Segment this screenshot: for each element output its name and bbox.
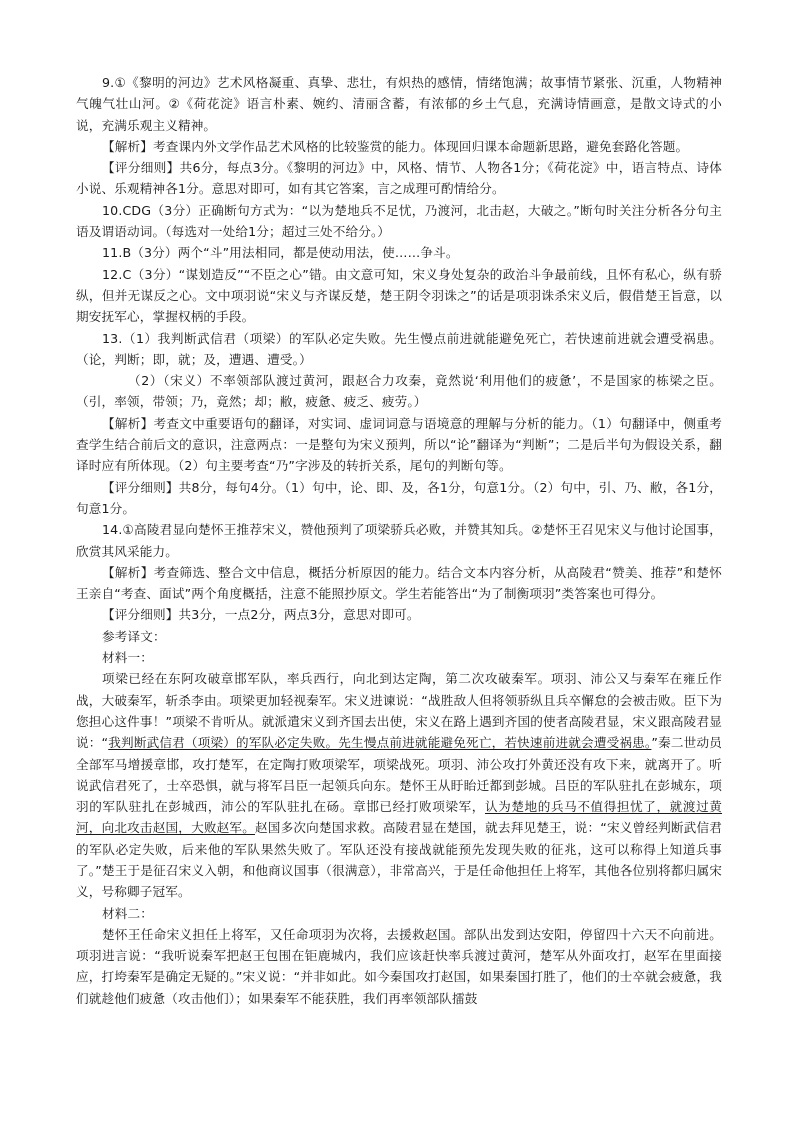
material1-underlined-sentence-2: 认为楚地的兵马不值得担忧了，就渡过黄河，向北攻击赵国，大败赵军。 [76,799,723,836]
material1-text-b: ”秦二世动员全部军马增援章邯，攻打楚军，在定陶打败项梁军，项梁战死。项羽、沛公攻打外黄还没有攻下来，就离开了。听说武信君死了，士卒恐惧，就与将军吕臣一起领兵向东。楚怀王从盱眙迁都到彭城。吕臣的军队驻扎在彭城东，项羽的军队驻扎在彭城西，沛公的军队驻扎在砀。章邯已经打败项梁军， [76,735,722,815]
q9-rubric: 【评分细则】共6分，每点3分。《黎明的河边》中，风格、情节、人物各1分；《荷花淀》中，语言特点、诗体小说、乐观精神各1分。意思对即可，如有其它答案，言之成理可酌情给分。 [76,160,722,197]
material1-label: 材料一： [102,650,153,666]
q14-answer: 14.①高陵君显向楚怀王推荐宋义，赞他预判了项梁骄兵必败，并赞其知兵。②楚怀王召见宋义与他讨论国事，欣赏其风采能力。 [76,522,722,559]
q13-analysis: 【解析】考查文中重要语句的翻译，对实词、虚词词意与语境意的理解与分析的能力。（1）句翻译中，侧重考查学生结合前后文的意识，注意两点：一是整句为宋义预判，所以“论”翻译为“判断”；二是后半句为假设关系，翻译时应有所体现。（2）句主要考查“乃”字涉及的转折关系，尾句的判断句等。 [76,415,722,474]
material1-text-a: 项梁已经在东阿攻破章邯军队，率兵西行，向北到达定陶，第二次攻破秦军。项羽、沛公又与秦军在雍丘作战，大破秦军，斩杀李由。项梁更加轻视秦军。宋义进谏说：“战胜敌人但将领骄纵且兵卒懈怠的会被击败。臣下为您担心这件事！”项梁不肯听从。就派遣宋义到齐国去出使，宋义在路上遇到齐国的使者高陵君显，宋义跟高陵君显说：“ [76,671,722,751]
page-content [76,72,722,1009]
q12-answer: 12.C（3分）“谋划造反”“不臣之心”错。由文意可知，宋义身处复杂的政治斗争最前线，且怀有私心，纵有骄纵，但并无谋反之心。文中项羽说“宋义与齐谋反楚，楚王阴令羽诛之”的话是项羽诛杀宋义后，假借楚王旨意，以期安抚军心，掌握权柄的手段。 [76,266,722,325]
translation-heading: 参考译文： [102,628,166,644]
material1-translation [76,668,722,902]
q11-answer: 11.B（3分）两个“斗”用法相同，都是使动用法，使……争斗。 [102,245,459,261]
q10-answer: 10.CDG（3分）正确断句方式为：“以为楚地兵不足忧，乃渡河，北击赵，大破之。”断句时关注分析各分句主语及谓语动词。（每选对一处给1分；超过三处不给分。） [76,202,722,240]
q13-answer-part1: 13.（1）我判断武信君（项梁）的军队必定失败。先生慢点前进就能避免死亡，若快速前进就会遭受祸患。（论，判断；即，就；及，遭遇、遭受。） [76,330,722,367]
material1-underlined-sentence-1: 我判断武信君（项梁）的军队必定失败。先生慢点前进就能避免死亡，若快速前进就会遭受祸患。 [108,735,652,751]
material1-text-c: 赵国多次向楚国求救。高陵君显在楚国，就去拜见楚王，说：“宋义曾经判断武信君的军队必定失败，后来他的军队果然失败了。军队还没有接战就能预先发现失败的征兆，这可以称得上知道兵事了。”楚王于是征召宋义入朝，和他商议国事（很满意），非常高兴，于是任命他担任上将军，其他各位别将都归属宋义，号称卿子冠军。 [76,820,722,900]
q13-rubric: 【评分细则】共8分，每句4分。（1）句中，论、即、及，各1分，句意1分。（2）句中，引、乃、敝，各1分，句意1分。 [76,479,722,516]
q14-analysis: 【解析】考查筛选、整合文中信息，概括分析原因的能力。结合文本内容分析，从高陵君“赞美、推荐”和楚怀王亲自“考查、面试”两个角度概括，注意不能照抄原文。学生若能答出“为了制衡项羽”类答案也可得分。 [76,564,722,602]
material2-label: 材料二： [102,905,153,921]
q9-analysis: 【解析】考查课内外文学作品艺术风格的比较鉴赏的能力。体现回归课本命题新思路，避免套路化答题。 [102,138,689,154]
q14-rubric: 【评分细则】共3分，一点2分，两点3分，意思对即可。 [102,607,420,623]
material2-translation: 楚怀王任命宋义担任上将军，又任命项羽为次将，去援救赵国。部队出发到达安阳，停留四十六天不向前进。项羽进言说：“我听说秦军把赵王包围在钜鹿城内，我们应该赶快率兵渡过黄河，楚军从外面攻打，赵军在里面接应，打垮秦军是确定无疑的。”宋义说：“并非如此。如今秦国攻打赵国，如果秦国打胜了，他们的士卒就会疲惫，我们就趁他们疲惫（攻击他们）；如果秦军不能获胜，我们再率领部队擂鼓 [76,926,722,1006]
q13-answer-part2: （2）（宋义）不率领部队渡过黄河，跟赵合力攻秦，竟然说‘利用他们的疲惫’，不是国家的栋梁之臣。（引，率领，带领；乃，竟然；却；敝，疲惫、疲乏、疲劳。） [76,373,722,410]
q9-answer: 9.①《黎明的河边》艺术风格凝重、真挚、悲壮，有炽热的感情，情绪饱满；故事情节紧张、沉重，人物精神气魄气壮山河。②《荷花淀》语言朴素、婉约、清丽含蓄，有浓郁的乡土气息，充满诗情画意，是散文诗式的小说，充满乐观主义精神。 [76,75,722,133]
